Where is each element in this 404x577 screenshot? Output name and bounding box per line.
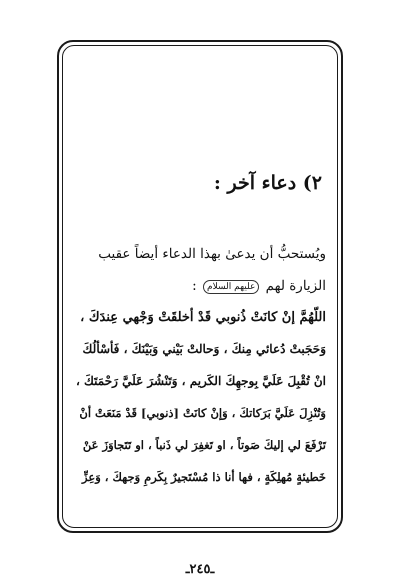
section-heading: ٢) دعاء آخر : xyxy=(213,172,322,194)
prayer-line-3: انْ تُقْبِلَ عَلَيَّ بِوجهِكَ الكَريم ، وَتَنْشُرَ عَلَيَّ رَحْمَتَكَ ، xyxy=(75,374,326,388)
prayer-line-1: اللّهُمَّ إنْ كانَتْ ذُنوبي قَدْ أخلقَتْ وَجْهي عِندَكَ ، xyxy=(80,310,326,325)
intro-line-2-text: الزيارة لهم xyxy=(265,278,326,294)
prayer-line-4: وَتُنْزِلَ عَلَيَّ بَرَكاتكَ ، وَإنْ كانَتْ [ذنوبي] قَدْ مَنَعَتْ أنْ xyxy=(79,406,326,420)
intro-line-1: ويُستحبُّ أن يدعىٰ بهذا الدعاء أيضاً عقيب xyxy=(98,246,326,262)
prayer-line-2: وَحَجَبتْ دُعائي مِنكَ ، وَحالتْ بَيْني وَبَيْنَكَ ، فَأسْألُكَ xyxy=(82,342,326,356)
prayer-line-5: تَرْفَعَ لي إليكَ صَوتاً ، او تَغفِرَ لي ذَنباً ، او تَتَجاوَزَ عَنْ xyxy=(82,438,326,452)
intro-line-2 xyxy=(192,278,326,294)
intro-line-2-tail: : xyxy=(192,278,197,294)
prayer-line-6: خَطيئةٍ مُهلِكَةٍ ، فها أنا ذا مُسْتَجيرٌ بِكَرمِ وَجهكَ ، وَعِزِّ xyxy=(82,470,326,484)
page-number: ـ٢٤٥ـ xyxy=(185,562,215,577)
pbuh-symbol: عليهم السلام xyxy=(203,280,259,294)
page-content xyxy=(70,52,330,577)
